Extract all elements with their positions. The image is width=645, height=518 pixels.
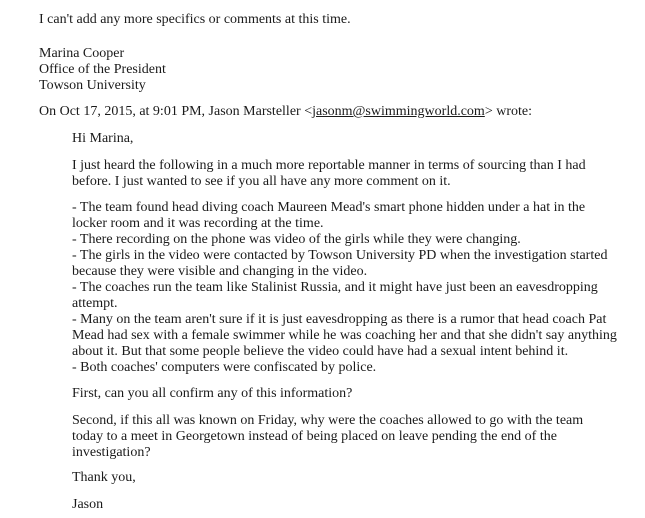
bullet-line: - The girls in the video were contacted by Towson University PD when the investigation started (72, 248, 608, 263)
reply-header (39, 104, 532, 120)
bullet-line: attempt. (72, 296, 118, 311)
bullet-line: - Both coaches' computers were confiscated by police. (72, 360, 377, 375)
question-second-line: today to a meet in Georgetown instead of being placed on leave pending the end of the (72, 429, 557, 444)
signature-office: Office of the President (39, 62, 166, 77)
question-first: First, can you all confirm any of this information? (72, 386, 353, 401)
bullet-line: Mead had sex with a female swimmer while he was coaching her and that she didn't say anything (72, 328, 617, 343)
signature-institution: Towson University (39, 78, 146, 93)
intro-line: before. I just wanted to see if you all have any more comment on it. (72, 174, 451, 189)
signature-name: Marina Cooper (39, 46, 125, 61)
bullet-line: - Many on the team aren't sure if it is just eavesdropping as there is a rumor that head coach Pat (72, 312, 607, 327)
sender-name: Jason (72, 497, 104, 512)
question-second-line: Second, if this all was known on Friday, why were the coaches allowed to go with the team (72, 413, 584, 428)
bullet-line: - The team found head diving coach Maureen Mead's smart phone hidden under a hat in the (72, 200, 586, 215)
reply-header-prefix: On Oct 17, 2015, at 9:01 PM, Jason Marsteller < (39, 104, 313, 119)
bullet-line: locker room and it was recording at the time. (72, 216, 324, 231)
bullet-line: - There recording on the phone was video of the girls while they were changing. (72, 232, 521, 247)
bullet-line: - The coaches run the team like Stalinist Russia, and it might have just been an eavesdropping (72, 280, 598, 295)
bullet-line: because they were visible and changing in the video. (72, 264, 368, 279)
question-second-line: investigation? (72, 445, 151, 460)
intro-line: I just heard the following in a much more reportable manner in terms of sourcing than I had (72, 158, 586, 173)
sender-email-link[interactable]: jasonm@swimmingworld.com (312, 104, 485, 119)
reply-header-suffix: > wrote: (484, 104, 532, 119)
bullet-line: about it. But that some people believe the video could have had a sexual intent behind it. (72, 344, 569, 359)
closing-note: I can't add any more specifics or comments at this time. (39, 12, 351, 27)
greeting: Hi Marina, (72, 131, 134, 146)
thanks: Thank you, (72, 470, 136, 485)
